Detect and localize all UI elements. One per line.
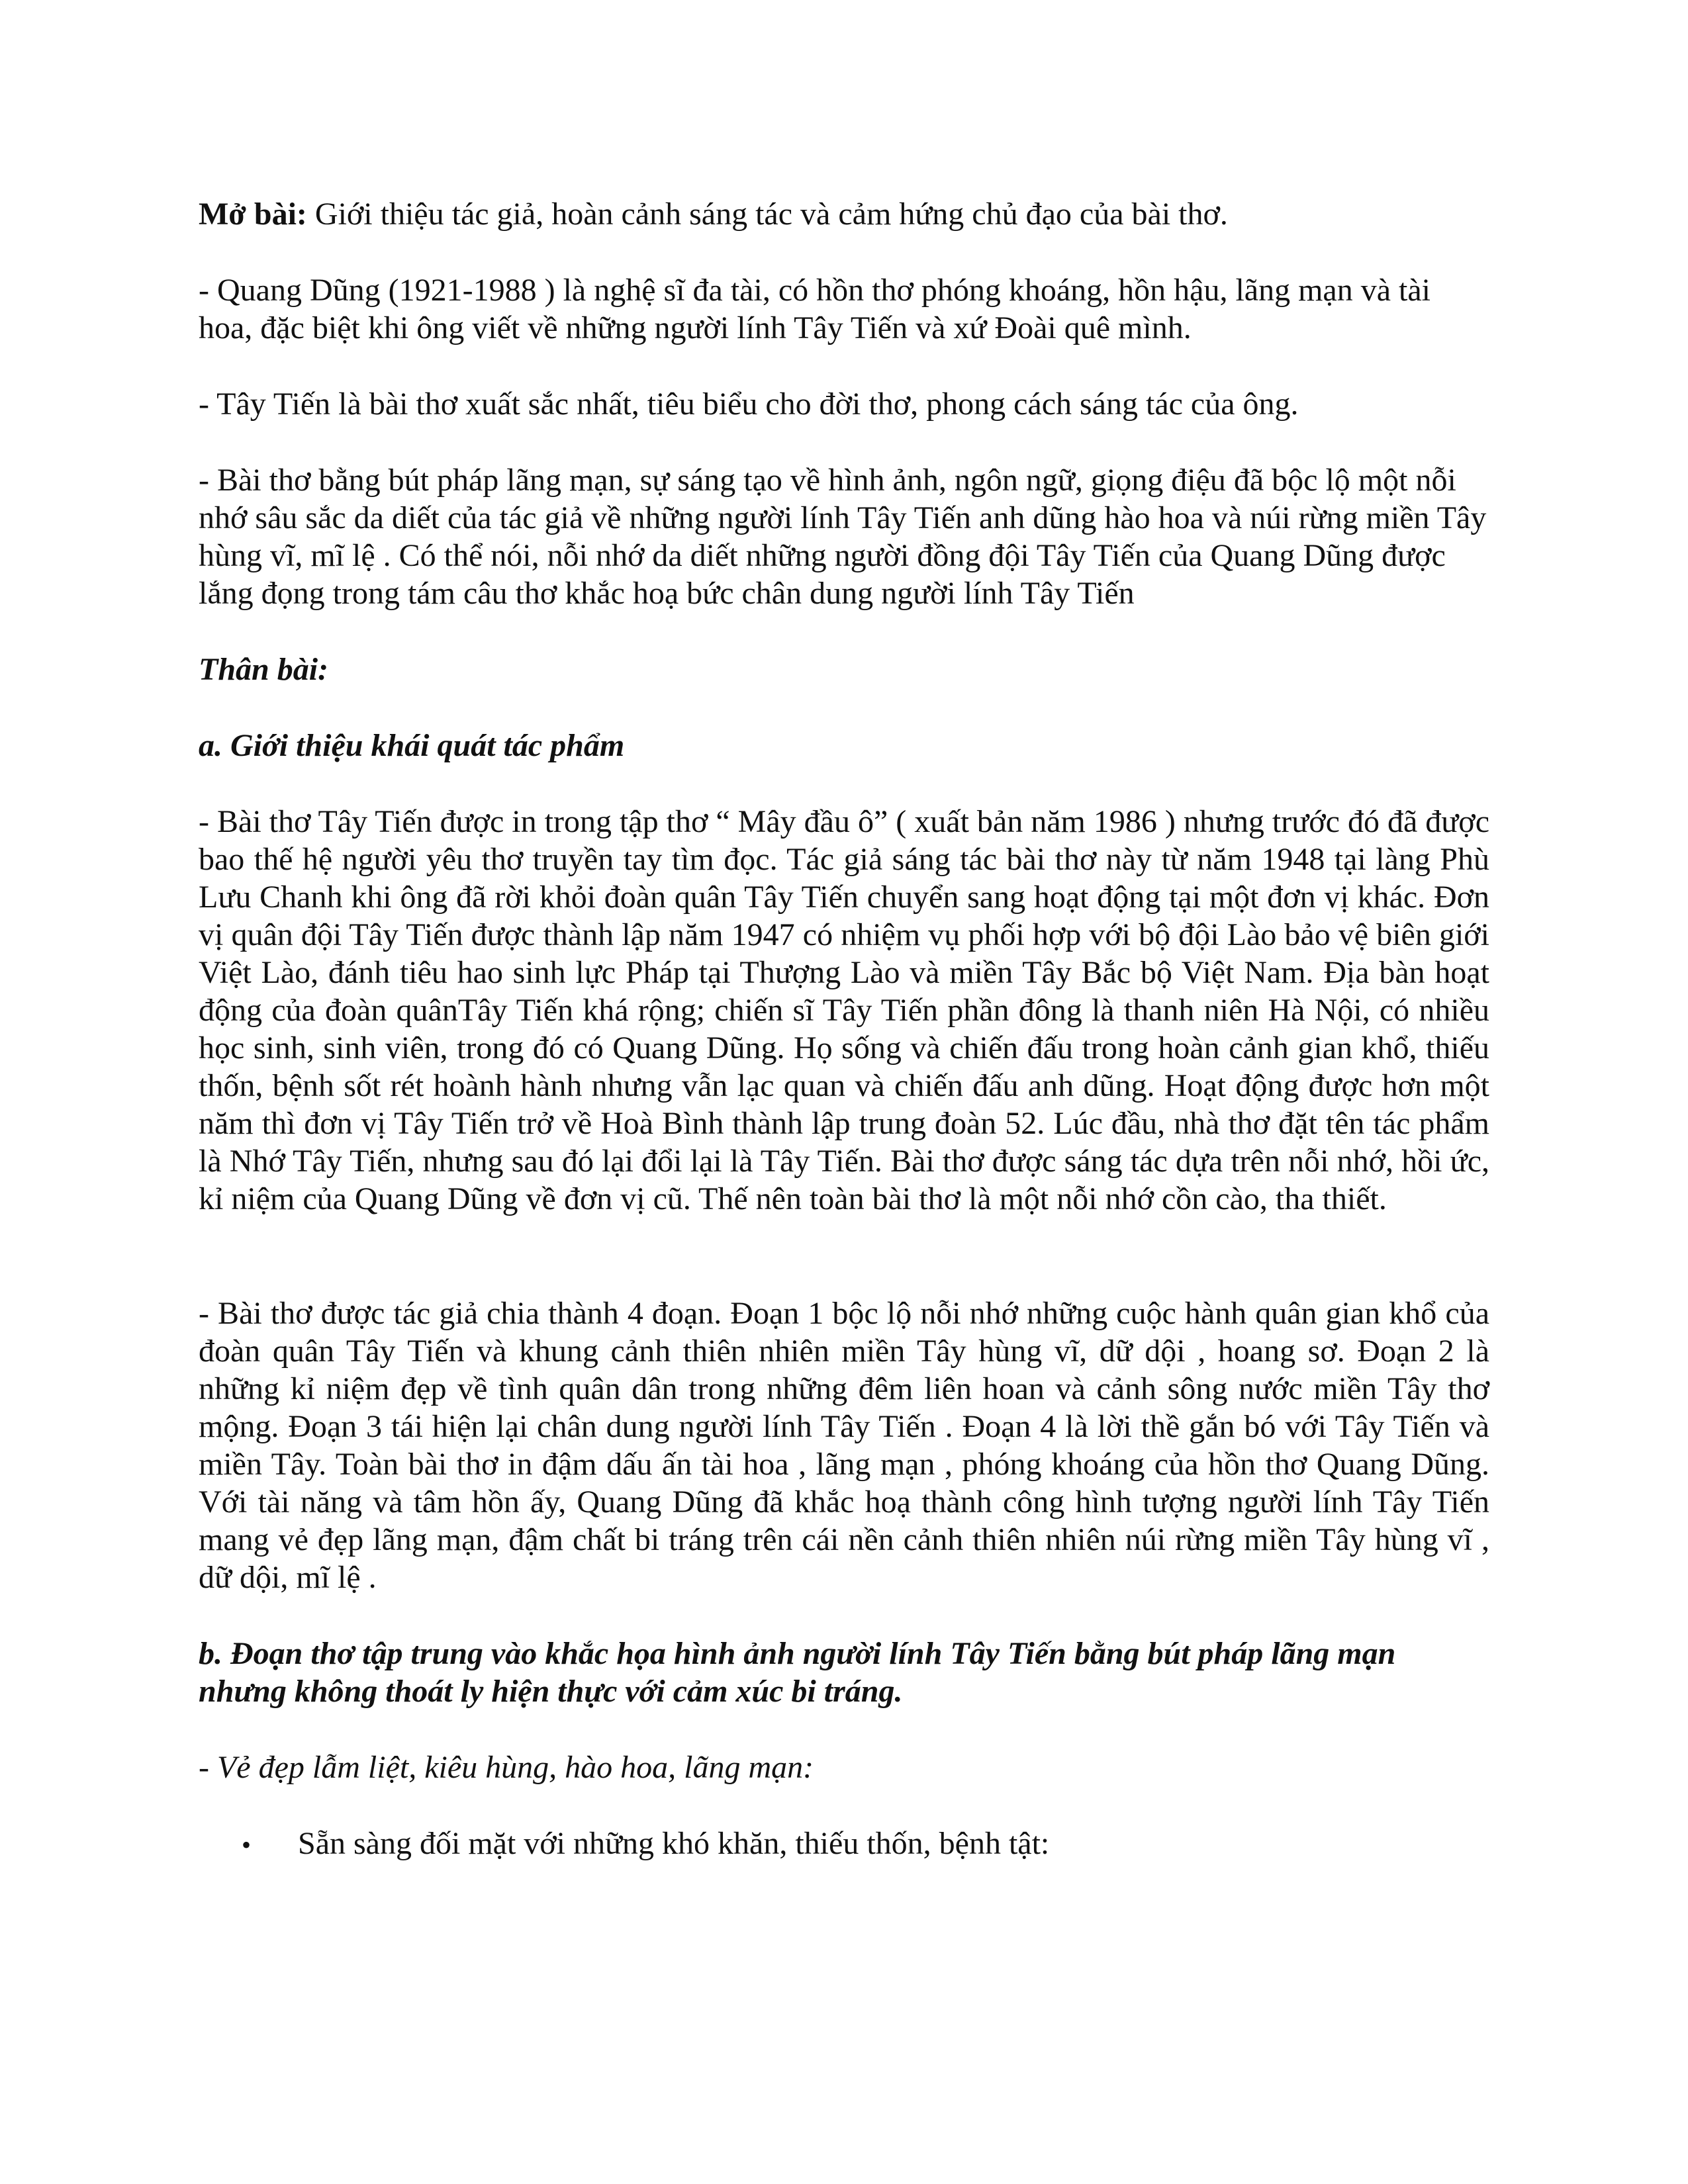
intro-lead: Mở bài:	[199, 197, 307, 232]
body-heading: Thân bài:	[199, 652, 329, 687]
document-page	[199, 195, 1489, 1864]
intro-paragraph-3: - Bài thơ bằng bút pháp lãng mạn, sự sáng tạo về hình ảnh, ngôn ngữ, giọng điệu đã bộc lộ một nỗi nhớ sâu sắc da diết của tác giả về những người lính Tây Tiến anh dũng hào hoa và núi rừng miền Tây hùng vĩ, mĩ lệ . Có thể nói, nỗi nhớ da diết những người đồng đội Tây Tiến của Quang Dũng được lắng đọng trong tám câu thơ khắc hoạ bức chân dung người lính Tây Tiến	[199, 463, 1487, 611]
section-b-heading: b. Đoạn thơ tập trung vào khắc họa hình ảnh người lính Tây Tiến bằng bút pháp lãng mạn nhưng không thoát ly hiện thực với cảm xúc bi tráng.	[199, 1636, 1396, 1709]
intro-text: Giới thiệu tác giả, hoàn cảnh sáng tác và cảm hứng chủ đạo của bài thơ.	[306, 197, 1228, 232]
list-item	[199, 1825, 1489, 1864]
bullet-icon: •	[242, 1830, 252, 1860]
section-a-paragraph-1: - Bài thơ Tây Tiến được in trong tập thơ “ Mây đầu ô” ( xuất bản năm 1986 ) nhưng trước đó đã được bao thế hệ người yêu thơ truyền tay tìm đọc. Tác giả sáng tác bài thơ này từ năm 1948 tại làng Phù Lưu Chanh khi ông đã rời khỏi đoàn quân Tây Tiến chuyển sang hoạt động tại một đơn vị khác. Đơn vị quân đội Tây Tiến được thành lập năm 1947 có nhiệm vụ phối hợp với bộ đội Lào bảo vệ biên giới Việt Lào, đánh tiêu hao sinh lực Pháp tại Thượng Lào và miền Tây Bắc bộ Việt Nam. Địa bàn hoạt động của đoàn quânTây Tiến khá rộng; chiến sĩ Tây Tiến phần đông là thanh niên Hà Nội, có nhiều học sinh, sinh viên, trong đó có Quang Dũng. Họ sống và chiến đấu trong hoàn cảnh gian khổ, thiếu thốn, bệnh sốt rét hoành hành nhưng vẫn lạc quan và chiến đấu anh dũng. Hoạt động được hơn một năm thì đơn vị Tây Tiến trở về Hoà Bình thành lập trung đoàn 52. Lúc đầu, nhà thơ đặt tên tác phẩm là Nhớ Tây Tiến, nhưng sau đó lại đổi lại là Tây Tiến. Bài thơ được sáng tác dựa trên nỗi nhớ, hồi ức, kỉ niệm của Quang Dũng về đơn vị cũ. Thế nên toàn bài thơ là một nỗi nhớ cồn cào, tha thiết.	[199, 804, 1489, 1216]
intro-paragraph-2: - Tây Tiến là bài thơ xuất sắc nhất, tiêu biểu cho đời thơ, phong cách sáng tác của ông.	[199, 387, 1299, 422]
list-item-text: Sẵn sàng đối mặt với những khó khăn, thiếu thốn, bệnh tật:	[298, 1826, 1050, 1861]
intro-paragraph-1: - Quang Dũng (1921-1988 ) là nghệ sĩ đa tài, có hồn thơ phóng khoáng, hồn hậu, lãng mạn và tài hoa, đặc biệt khi ông viết về những người lính Tây Tiến và xứ Đoài quê mình.	[199, 273, 1431, 345]
section-a-heading: a. Giới thiệu khái quát tác phẩm	[199, 728, 625, 763]
section-b-subheading: - Vẻ đẹp lẫm liệt, kiêu hùng, hào hoa, lãng mạn:	[199, 1750, 814, 1785]
intro-heading	[199, 195, 1489, 233]
section-a-paragraph-2: - Bài thơ được tác giả chia thành 4 đoạn. Đoạn 1 bộc lộ nỗi nhớ những cuộc hành quân gian khổ của đoàn quân Tây Tiến và khung cảnh thiên nhiên miền Tây hùng vĩ, dữ dội , hoang sơ. Đoạn 2 là những kỉ niệm đẹp về tình quân dân trong những đêm liên hoan và cảnh sông nước miền Tây thơ mộng. Đoạn 3 tái hiện lại chân dung người lính Tây Tiến . Đoạn 4 là lời thề gắn bó với Tây Tiến và miền Tây. Toàn bài thơ in đậm dấu ấn tài hoa , lãng mạn , phóng khoáng của hồn thơ Quang Dũng. Với tài năng và tâm hồn ấy, Quang Dũng đã khắc hoạ thành công hình tượng người lính Tây Tiến mang vẻ đẹp lãng mạn, đậm chất bi tráng trên cái nền cảnh thiên nhiên núi rừng miền Tây hùng vĩ , dữ dội, mĩ lệ .	[199, 1296, 1489, 1595]
